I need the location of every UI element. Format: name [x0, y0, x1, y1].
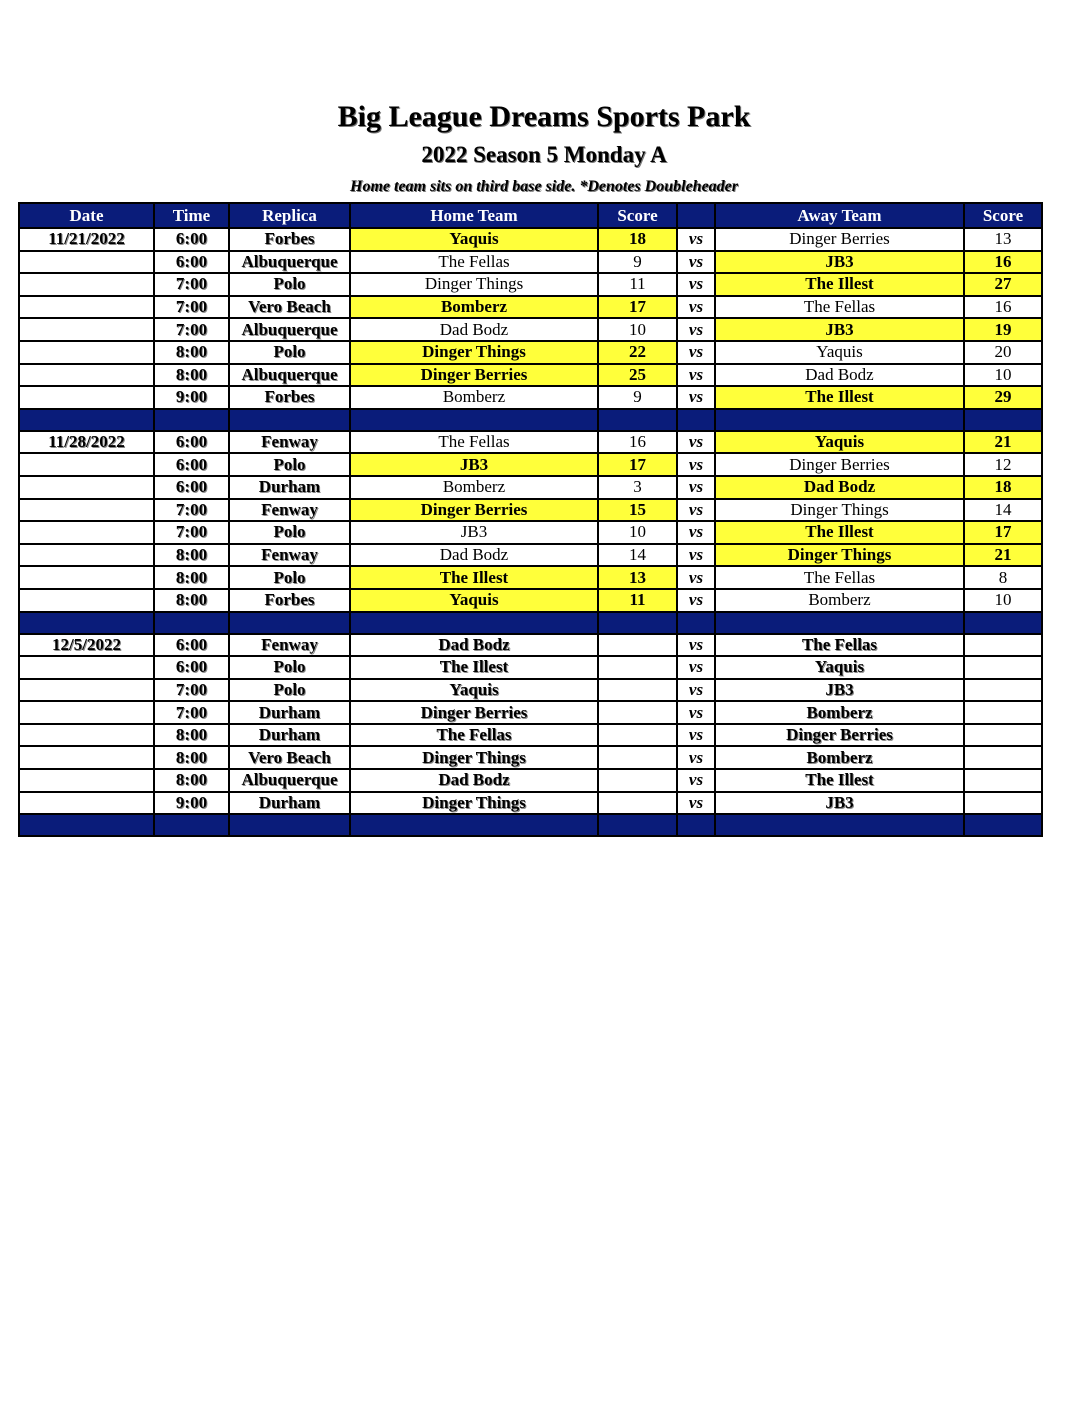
game-replica: Albuquerque [229, 769, 350, 792]
separator-cell [677, 814, 715, 836]
away-team: JB3 [715, 792, 964, 815]
game-time: 6:00 [154, 431, 229, 454]
separator-cell [715, 612, 964, 634]
away-score [964, 769, 1042, 792]
game-replica: Polo [229, 453, 350, 476]
vs-label: vs [677, 296, 715, 319]
game-row [19, 701, 1042, 724]
away-team: Dinger Things [715, 499, 964, 522]
game-replica: Polo [229, 656, 350, 679]
away-score [964, 792, 1042, 815]
col-header-away-team: Away Team [715, 203, 964, 228]
game-time: 8:00 [154, 589, 229, 612]
game-replica: Durham [229, 701, 350, 724]
away-score: 10 [964, 364, 1042, 387]
game-time: 7:00 [154, 521, 229, 544]
home-team: Dad Bodz [350, 634, 598, 657]
game-date [19, 273, 154, 296]
game-row [19, 521, 1042, 544]
schedule-note: Home team sits on third base side. *Denotes Doubleheader [350, 178, 738, 195]
away-score: 17 [964, 521, 1042, 544]
col-header-home-score: Score [598, 203, 677, 228]
game-replica: Fenway [229, 544, 350, 567]
game-row [19, 656, 1042, 679]
vs-label: vs [677, 724, 715, 747]
game-row [19, 792, 1042, 815]
separator-cell [229, 814, 350, 836]
away-score: 29 [964, 386, 1042, 409]
home-team: The Fellas [350, 251, 598, 274]
game-row [19, 364, 1042, 387]
game-row [19, 566, 1042, 589]
separator-cell [715, 814, 964, 836]
schedule-body [19, 228, 1042, 836]
game-time: 9:00 [154, 386, 229, 409]
game-replica: Vero Beach [229, 746, 350, 769]
game-time: 8:00 [154, 364, 229, 387]
game-row [19, 318, 1042, 341]
vs-label: vs [677, 341, 715, 364]
separator-cell [715, 409, 964, 431]
home-score [598, 769, 677, 792]
game-row [19, 499, 1042, 522]
home-score: 11 [598, 273, 677, 296]
game-date [19, 386, 154, 409]
game-replica: Vero Beach [229, 296, 350, 319]
home-team: Bomberz [350, 386, 598, 409]
away-score: 16 [964, 251, 1042, 274]
away-team: Bomberz [715, 746, 964, 769]
game-row [19, 341, 1042, 364]
home-score [598, 679, 677, 702]
game-row [19, 431, 1042, 454]
home-team: Dad Bodz [350, 318, 598, 341]
game-date [19, 318, 154, 341]
separator-cell [677, 612, 715, 634]
away-team: Bomberz [715, 589, 964, 612]
game-time: 9:00 [154, 792, 229, 815]
week-separator [19, 612, 1042, 634]
separator-cell [677, 409, 715, 431]
separator-cell [154, 814, 229, 836]
away-team: The Illest [715, 769, 964, 792]
separator-cell [229, 612, 350, 634]
home-team: JB3 [350, 453, 598, 476]
away-team: JB3 [715, 251, 964, 274]
vs-label: vs [677, 251, 715, 274]
game-time: 8:00 [154, 544, 229, 567]
home-score: 9 [598, 251, 677, 274]
home-score: 3 [598, 476, 677, 499]
home-score: 15 [598, 499, 677, 522]
home-score: 11 [598, 589, 677, 612]
away-score [964, 701, 1042, 724]
home-team: The Fellas [350, 431, 598, 454]
away-team: Dinger Berries [715, 724, 964, 747]
game-date [19, 656, 154, 679]
game-date [19, 792, 154, 815]
game-date [19, 746, 154, 769]
game-row [19, 228, 1042, 251]
game-row [19, 273, 1042, 296]
away-team: Yaquis [715, 341, 964, 364]
away-team: The Illest [715, 521, 964, 544]
vs-label: vs [677, 364, 715, 387]
game-row [19, 724, 1042, 747]
game-replica: Albuquerque [229, 364, 350, 387]
away-score [964, 634, 1042, 657]
home-team: Dinger Berries [350, 701, 598, 724]
game-time: 7:00 [154, 701, 229, 724]
game-time: 7:00 [154, 296, 229, 319]
vs-label: vs [677, 386, 715, 409]
game-date [19, 701, 154, 724]
away-score: 21 [964, 431, 1042, 454]
away-score [964, 746, 1042, 769]
away-team: Dinger Things [715, 544, 964, 567]
game-date [19, 566, 154, 589]
away-score: 18 [964, 476, 1042, 499]
game-row [19, 386, 1042, 409]
separator-cell [229, 409, 350, 431]
away-team: Yaquis [715, 431, 964, 454]
home-team: Yaquis [350, 589, 598, 612]
separator-cell [19, 814, 154, 836]
vs-label: vs [677, 701, 715, 724]
home-team: Dad Bodz [350, 769, 598, 792]
game-date [19, 364, 154, 387]
game-date [19, 679, 154, 702]
home-score [598, 656, 677, 679]
home-score [598, 701, 677, 724]
game-time: 8:00 [154, 769, 229, 792]
col-header-date: Date [19, 203, 154, 228]
game-replica: Fenway [229, 431, 350, 454]
separator-cell [350, 612, 598, 634]
vs-label: vs [677, 476, 715, 499]
game-replica: Durham [229, 724, 350, 747]
separator-cell [19, 409, 154, 431]
game-date [19, 589, 154, 612]
vs-label: vs [677, 318, 715, 341]
game-row [19, 679, 1042, 702]
game-time: 6:00 [154, 476, 229, 499]
home-team: Dinger Berries [350, 364, 598, 387]
game-date [19, 341, 154, 364]
home-team: JB3 [350, 521, 598, 544]
separator-cell [964, 409, 1042, 431]
home-team: The Illest [350, 656, 598, 679]
home-score: 22 [598, 341, 677, 364]
away-score: 21 [964, 544, 1042, 567]
away-team: Dinger Berries [715, 228, 964, 251]
game-row [19, 453, 1042, 476]
home-team: The Illest [350, 566, 598, 589]
game-row [19, 251, 1042, 274]
week-separator [19, 814, 1042, 836]
away-score: 19 [964, 318, 1042, 341]
game-time: 6:00 [154, 453, 229, 476]
game-row [19, 634, 1042, 657]
home-team: Yaquis [350, 679, 598, 702]
separator-cell [19, 612, 154, 634]
game-date [19, 296, 154, 319]
game-replica: Polo [229, 273, 350, 296]
game-time: 6:00 [154, 228, 229, 251]
game-replica: Albuquerque [229, 318, 350, 341]
away-team: The Fellas [715, 634, 964, 657]
away-score: 10 [964, 589, 1042, 612]
game-replica: Polo [229, 521, 350, 544]
vs-label: vs [677, 228, 715, 251]
game-time: 8:00 [154, 746, 229, 769]
separator-cell [350, 409, 598, 431]
home-team: Bomberz [350, 296, 598, 319]
away-team: Yaquis [715, 656, 964, 679]
vs-label: vs [677, 792, 715, 815]
separator-cell [598, 814, 677, 836]
game-date [19, 499, 154, 522]
game-time: 7:00 [154, 318, 229, 341]
game-date [19, 769, 154, 792]
game-row [19, 544, 1042, 567]
away-team: The Fellas [715, 566, 964, 589]
home-team: Dinger Things [350, 273, 598, 296]
game-date [19, 521, 154, 544]
vs-label: vs [677, 769, 715, 792]
page-title: Big League Dreams Sports Park [337, 100, 751, 133]
game-time: 6:00 [154, 656, 229, 679]
home-team: Bomberz [350, 476, 598, 499]
home-team: Dinger Berries [350, 499, 598, 522]
game-time: 8:00 [154, 724, 229, 747]
game-date [19, 476, 154, 499]
home-score: 13 [598, 566, 677, 589]
game-row [19, 296, 1042, 319]
home-team: Dinger Things [350, 341, 598, 364]
separator-cell [154, 612, 229, 634]
game-date [19, 724, 154, 747]
game-row [19, 746, 1042, 769]
game-time: 6:00 [154, 251, 229, 274]
away-score [964, 656, 1042, 679]
away-score: 12 [964, 453, 1042, 476]
home-score: 10 [598, 318, 677, 341]
home-team: Dinger Things [350, 792, 598, 815]
game-replica: Fenway [229, 634, 350, 657]
game-date: 12/5/2022 [19, 634, 154, 657]
away-score [964, 679, 1042, 702]
away-team: Dad Bodz [715, 476, 964, 499]
game-time: 8:00 [154, 566, 229, 589]
home-score: 14 [598, 544, 677, 567]
game-time: 8:00 [154, 341, 229, 364]
separator-cell [350, 814, 598, 836]
game-replica: Albuquerque [229, 251, 350, 274]
col-header-away-score: Score [964, 203, 1042, 228]
home-team: The Fellas [350, 724, 598, 747]
away-score: 20 [964, 341, 1042, 364]
home-score: 18 [598, 228, 677, 251]
away-team: The Fellas [715, 296, 964, 319]
vs-label: vs [677, 634, 715, 657]
game-replica: Forbes [229, 386, 350, 409]
home-score [598, 724, 677, 747]
game-row [19, 589, 1042, 612]
game-row [19, 769, 1042, 792]
game-replica: Fenway [229, 499, 350, 522]
home-team: Yaquis [350, 228, 598, 251]
home-score: 9 [598, 386, 677, 409]
away-team: The Illest [715, 386, 964, 409]
away-score: 8 [964, 566, 1042, 589]
separator-cell [154, 409, 229, 431]
game-date [19, 544, 154, 567]
away-team: JB3 [715, 679, 964, 702]
away-team: The Illest [715, 273, 964, 296]
away-score: 27 [964, 273, 1042, 296]
vs-label: vs [677, 566, 715, 589]
vs-label: vs [677, 589, 715, 612]
home-score: 25 [598, 364, 677, 387]
game-date [19, 453, 154, 476]
game-replica: Durham [229, 476, 350, 499]
col-header-replica: Replica [229, 203, 350, 228]
separator-cell [598, 409, 677, 431]
game-replica: Durham [229, 792, 350, 815]
separator-cell [598, 612, 677, 634]
game-time: 6:00 [154, 634, 229, 657]
home-score [598, 792, 677, 815]
away-score: 14 [964, 499, 1042, 522]
vs-label: vs [677, 521, 715, 544]
header-row [19, 203, 1042, 228]
game-replica: Polo [229, 341, 350, 364]
home-score: 17 [598, 453, 677, 476]
game-time: 7:00 [154, 499, 229, 522]
separator-cell [964, 814, 1042, 836]
away-team: JB3 [715, 318, 964, 341]
away-score [964, 724, 1042, 747]
home-score: 10 [598, 521, 677, 544]
game-time: 7:00 [154, 679, 229, 702]
away-score: 13 [964, 228, 1042, 251]
week-separator [19, 409, 1042, 431]
col-header-time: Time [154, 203, 229, 228]
home-score: 16 [598, 431, 677, 454]
home-score [598, 634, 677, 657]
vs-label: vs [677, 273, 715, 296]
home-team: Dad Bodz [350, 544, 598, 567]
vs-label: vs [677, 679, 715, 702]
schedule-table [18, 202, 1043, 837]
vs-label: vs [677, 746, 715, 769]
vs-label: vs [677, 431, 715, 454]
col-header-home-team: Home Team [350, 203, 598, 228]
away-score: 16 [964, 296, 1042, 319]
game-replica: Polo [229, 679, 350, 702]
separator-cell [964, 612, 1042, 634]
game-date: 11/28/2022 [19, 431, 154, 454]
vs-label: vs [677, 544, 715, 567]
away-team: Dinger Berries [715, 453, 964, 476]
away-team: Bomberz [715, 701, 964, 724]
game-time: 7:00 [154, 273, 229, 296]
game-date: 11/21/2022 [19, 228, 154, 251]
away-team: Dad Bodz [715, 364, 964, 387]
game-replica: Forbes [229, 228, 350, 251]
game-date [19, 251, 154, 274]
vs-label: vs [677, 499, 715, 522]
home-score [598, 746, 677, 769]
game-replica: Forbes [229, 589, 350, 612]
vs-label: vs [677, 453, 715, 476]
home-score: 17 [598, 296, 677, 319]
game-replica: Polo [229, 566, 350, 589]
col-header-vs [677, 203, 715, 228]
vs-label: vs [677, 656, 715, 679]
home-team: Dinger Things [350, 746, 598, 769]
season-subtitle: 2022 Season 5 Monday A [421, 142, 667, 167]
game-row [19, 476, 1042, 499]
